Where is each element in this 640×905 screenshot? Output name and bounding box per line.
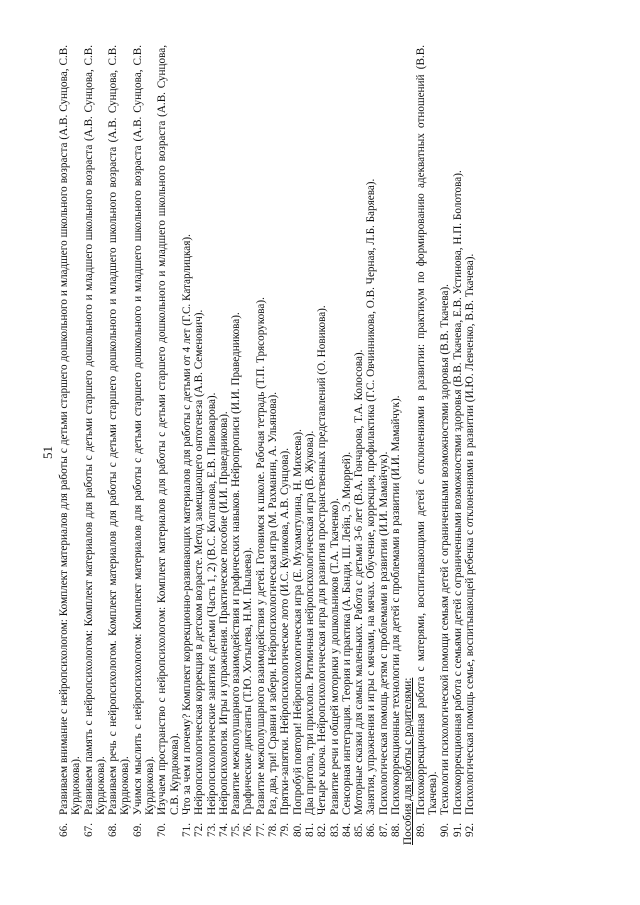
- item-text: Сенсорная интеграция. Теория и практика (А. Банди, Ш. Лейн, Э. Мюррей).: [340, 451, 353, 815]
- list-item: [365, 45, 377, 845]
- list-item: [316, 45, 328, 845]
- section-heading: Пособия для работы с родителями:: [402, 677, 415, 845]
- item-text: Занятия, упражнения и игры с мячами, на мячах. Обучение, коррекция, профилактика (Г.С. Овчинникова, О.В. Черная, Л.Б. Баряева).: [365, 178, 378, 815]
- item-number: 73.: [205, 823, 218, 837]
- item-number: 66.: [58, 823, 70, 837]
- item-text: Попробуй повтори! Нейропсихологическая игра (Е. Мухаматулина, Н. Михеева).: [291, 429, 304, 815]
- item-text: Психологическая помощь детям с проблемами в развитии (И.И. Мамайчук).: [377, 451, 390, 815]
- list-item: [255, 45, 267, 845]
- item-text: Технологии психологической помощи семьям детей с ограниченными возможностями здоровья (В.В. Ткачева).: [439, 284, 452, 815]
- item-number: 72.: [193, 823, 206, 837]
- list-item: [378, 45, 390, 845]
- item-text: Психологическая помощь семье, воспитывающей ребенка с отклонениями в развитии (И.Ю. Левченко, В.В. Ткачева).: [463, 253, 476, 815]
- item-text: Психокоррекционная работа с матерями, воспитывающими детей с отклонениями в развитии: практикум по формированию адекватных отношений (В.В. Ткачева).: [414, 45, 439, 815]
- item-text: Психокоррекционные технологии для детей с проблемами в развитии (И.И. Мамайчук).: [390, 395, 403, 815]
- item-number: 92.: [463, 823, 476, 837]
- item-text: Моторные сказки для самых маленьких. Работа с детьми 3-6 лет (В.А. Гончарова, Т.А. Колосова).: [353, 349, 366, 815]
- item-number: 79.: [279, 823, 292, 837]
- list-item: [230, 45, 242, 845]
- list-item: [452, 45, 464, 845]
- item-number: 91.: [451, 823, 464, 837]
- list-item: [292, 45, 304, 845]
- list-item: [156, 45, 181, 845]
- item-number: 84.: [340, 823, 353, 837]
- item-text: Развиваем память с нейропсихологом: Комплект материалов для работы с детьми старшего дошкольного и младшего школьного возраста (А.В. Сунцова, С.В. Курдюкова).: [82, 45, 107, 815]
- item-number: 70.: [156, 823, 169, 837]
- list-item: [329, 45, 341, 845]
- item-text: Нейропсихология. Игры и упражнения. Практическое пособие (И.И. Праведникова).: [217, 411, 230, 815]
- list-item: [439, 45, 451, 845]
- item-number: 69.: [131, 823, 144, 837]
- item-text: Развитие межполушарного взаимодействия и графических навыков. Нейропрописи (И.И. Праведникова).: [230, 312, 243, 815]
- list-item: [390, 45, 402, 845]
- list-item: [464, 45, 476, 845]
- item-number: 86.: [365, 823, 378, 837]
- item-text: Нейропсихологическая коррекция в детском возрасте. Метод замещающего онтогенеза (А.В. Семенович).: [193, 309, 206, 815]
- list-item: [353, 45, 365, 845]
- bibliography-list: [58, 45, 476, 845]
- list-item: [58, 45, 83, 845]
- item-number: 85.: [353, 823, 366, 837]
- item-text: Развитие межполушарного взаимодействия у детей. Готовимся к школе. Рабочая тетрадь (Т.П. Трясорукова).: [254, 297, 267, 815]
- list-item: [83, 45, 108, 845]
- list-bottom: [415, 45, 476, 845]
- item-number: 81.: [303, 823, 316, 837]
- item-text: Нейропсихологические занятия с детьми (Часть 1, 2) (В.С. Колганова, Е.В. Пивоварова).: [205, 392, 218, 815]
- item-text: Два притопа, три прихлопа. Ритмичная нейропсихологическая игра (В. Жукова).: [303, 430, 316, 815]
- item-text: Графические диктанты (Т.Ю. Хотылева, Н.М. Пылаева).: [242, 547, 255, 815]
- item-number: 76.: [242, 823, 255, 837]
- list-item: [304, 45, 316, 845]
- item-number: 74.: [217, 823, 230, 837]
- list-item: [218, 45, 230, 845]
- item-number: 71.: [180, 823, 193, 837]
- item-text: Изучаем пространство с нейропсихологом: Комплект материалов для работы с детьми старшего дошкольного и младшего школьного возраста (А.В. Сунцова, С.В. Курдюкова).: [156, 45, 181, 815]
- list-item: [181, 45, 193, 845]
- item-number: 89.: [414, 823, 427, 837]
- list-item: [107, 45, 132, 845]
- item-number: 75.: [230, 823, 243, 837]
- item-number: 77.: [254, 823, 267, 837]
- item-number: 90.: [439, 823, 452, 837]
- item-number: 88.: [390, 823, 403, 837]
- list-item: [415, 45, 440, 845]
- item-text: Раз, два, три! Сравни и забери. Нейропсихологическая игра (М. Рахманин, А. Ульянова).: [267, 391, 280, 815]
- list-top: [58, 45, 402, 845]
- item-number: 68.: [107, 823, 120, 837]
- item-text: Развитие речи и общей моторики у дошкольников (Т.А. Ткаченко).: [328, 498, 341, 815]
- list-item: [279, 45, 291, 845]
- item-number: 82.: [316, 823, 329, 837]
- item-text: Психокоррекционная работа с семьями детей с ограниченными возможностями здоровья (В.В. Ткачева, Е.В. Устинова, Н.П. Болотова).: [451, 170, 464, 815]
- item-text: Четыре ключа. Нейропсихологическая игра для развития пространственных представлений (О. Новикова).: [316, 305, 329, 815]
- list-item: [242, 45, 254, 845]
- item-text: Развиваем речь с нейропсихологом. Комплект материалов для работы с детьми старшего дошкольного и младшего школьного возраста (А.В. Сунцова, С.В. Курдюкова).: [107, 45, 132, 815]
- page-number: 51: [40, 446, 55, 459]
- list-item: [132, 45, 157, 845]
- item-number: 67.: [82, 823, 95, 837]
- item-text: Прятки-запятки. Нейропсихологическое лото (И.С. Куликова, А.В. Сунцова).: [279, 447, 292, 815]
- item-number: 87.: [377, 823, 390, 837]
- item-text: Что за чем и почему? Комплект коррекционно-развивающих материалов для работы с детьми от 4 лет (Г.С. Катарлицкая).: [180, 234, 193, 815]
- list-item: [267, 45, 279, 845]
- list-item: [206, 45, 218, 845]
- item-text: Учимся мыслить с нейропсихологом: Комплект материалов для работы с детьми старшего дошкольного и младшего школьного возраста (А.В. Сунцова, С.В. Курдюкова).: [131, 45, 157, 815]
- item-number: 83.: [328, 823, 341, 837]
- item-number: 78.: [267, 823, 280, 837]
- item-text: Развиваем внимание с нейропсихологом: Комплект материалов для работы с детьми старшего дошкольного и младшего школьного возраста (А.В. Сунцова, С.В. Курдюкова).: [58, 45, 83, 815]
- list-item: [193, 45, 205, 845]
- item-number: 80.: [291, 823, 304, 837]
- list-item: [341, 45, 353, 845]
